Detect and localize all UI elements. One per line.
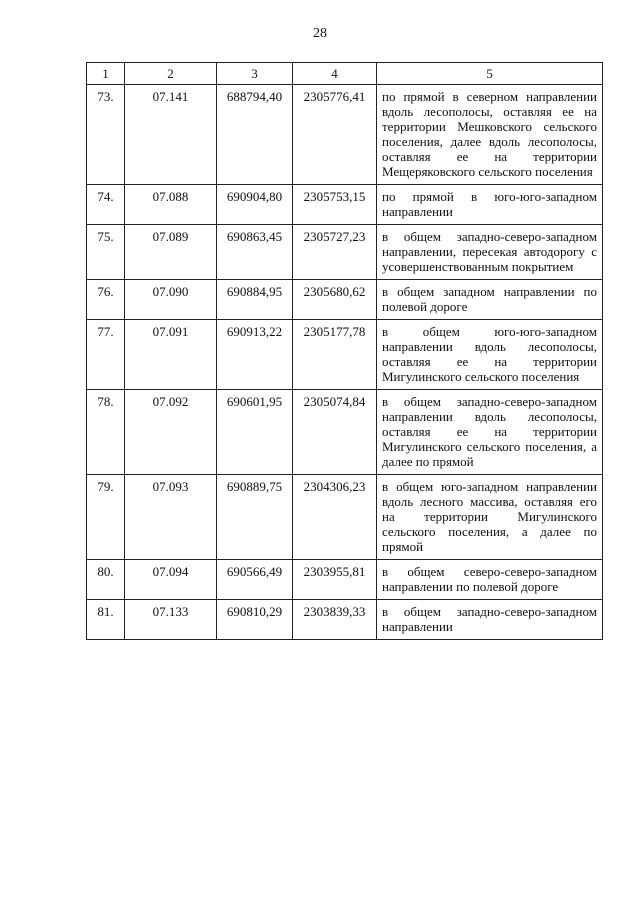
row-number: 73. [87, 85, 125, 185]
row-number: 79. [87, 475, 125, 560]
coord-y: 2304306,23 [293, 475, 377, 560]
table-row [87, 280, 603, 320]
boundary-description: в общем юго-юго-западном направлении вдоль лесополосы, оставляя ее на территории Мигулинского сельского поселения [377, 320, 603, 390]
boundary-description: в общем юго-западном направлении вдоль лесного массива, оставляя его на территории Мигулинского сельского поселения, а далее по прямой [377, 475, 603, 560]
header-col-2: 2 [125, 63, 217, 85]
coord-y: 2305776,41 [293, 85, 377, 185]
boundary-description: в общем западно-северо-западном направлении вдоль лесополосы, оставляя ее на территории Мигулинского сельского поселения, а далее по прямой [377, 390, 603, 475]
coord-y: 2303839,33 [293, 600, 377, 640]
header-col-3: 3 [217, 63, 293, 85]
coord-y: 2305727,23 [293, 225, 377, 280]
boundary-description: в общем западно-северо-западном направлении [377, 600, 603, 640]
coord-x: 690566,49 [217, 560, 293, 600]
row-number: 74. [87, 185, 125, 225]
coord-y: 2305680,62 [293, 280, 377, 320]
header-col-5: 5 [377, 63, 603, 85]
point-code: 07.091 [125, 320, 217, 390]
table-header-row [87, 63, 603, 85]
coord-x: 690889,75 [217, 475, 293, 560]
boundary-description: в общем западном направлении по полевой дороге [377, 280, 603, 320]
coord-y: 2305074,84 [293, 390, 377, 475]
coord-x: 690810,29 [217, 600, 293, 640]
row-number: 78. [87, 390, 125, 475]
header-col-1: 1 [87, 63, 125, 85]
point-code: 07.141 [125, 85, 217, 185]
row-number: 76. [87, 280, 125, 320]
point-code: 07.092 [125, 390, 217, 475]
table-row [87, 320, 603, 390]
coord-x: 690601,95 [217, 390, 293, 475]
boundary-description: в общем западно-северо-западном направлении, пересекая автодорогу с усовершенствованным покрытием [377, 225, 603, 280]
table-row [87, 560, 603, 600]
coord-y: 2305177,78 [293, 320, 377, 390]
boundary-description: по прямой в юго-юго-западном направлении [377, 185, 603, 225]
row-number: 80. [87, 560, 125, 600]
point-code: 07.089 [125, 225, 217, 280]
point-code: 07.094 [125, 560, 217, 600]
coord-y: 2305753,15 [293, 185, 377, 225]
table-row [87, 85, 603, 185]
boundary-table [86, 62, 603, 640]
row-number: 75. [87, 225, 125, 280]
coord-y: 2303955,81 [293, 560, 377, 600]
row-number: 81. [87, 600, 125, 640]
coord-x: 690884,95 [217, 280, 293, 320]
table-row [87, 390, 603, 475]
boundary-description: по прямой в северном направлении вдоль лесополосы, оставляя ее на территории Мешковского сельского поселения, далее вдоль лесополосы, оставляя ее на территории Мещеряковского сельского поселения [377, 85, 603, 185]
table-row [87, 475, 603, 560]
coord-x: 690904,80 [217, 185, 293, 225]
header-col-4: 4 [293, 63, 377, 85]
coord-x: 688794,40 [217, 85, 293, 185]
table-row [87, 225, 603, 280]
coord-x: 690863,45 [217, 225, 293, 280]
table-row [87, 185, 603, 225]
point-code: 07.133 [125, 600, 217, 640]
point-code: 07.088 [125, 185, 217, 225]
row-number: 77. [87, 320, 125, 390]
point-code: 07.093 [125, 475, 217, 560]
table-row [87, 600, 603, 640]
point-code: 07.090 [125, 280, 217, 320]
page-number: 28 [313, 26, 327, 41]
boundary-description: в общем северо-северо-западном направлении по полевой дороге [377, 560, 603, 600]
coord-x: 690913,22 [217, 320, 293, 390]
